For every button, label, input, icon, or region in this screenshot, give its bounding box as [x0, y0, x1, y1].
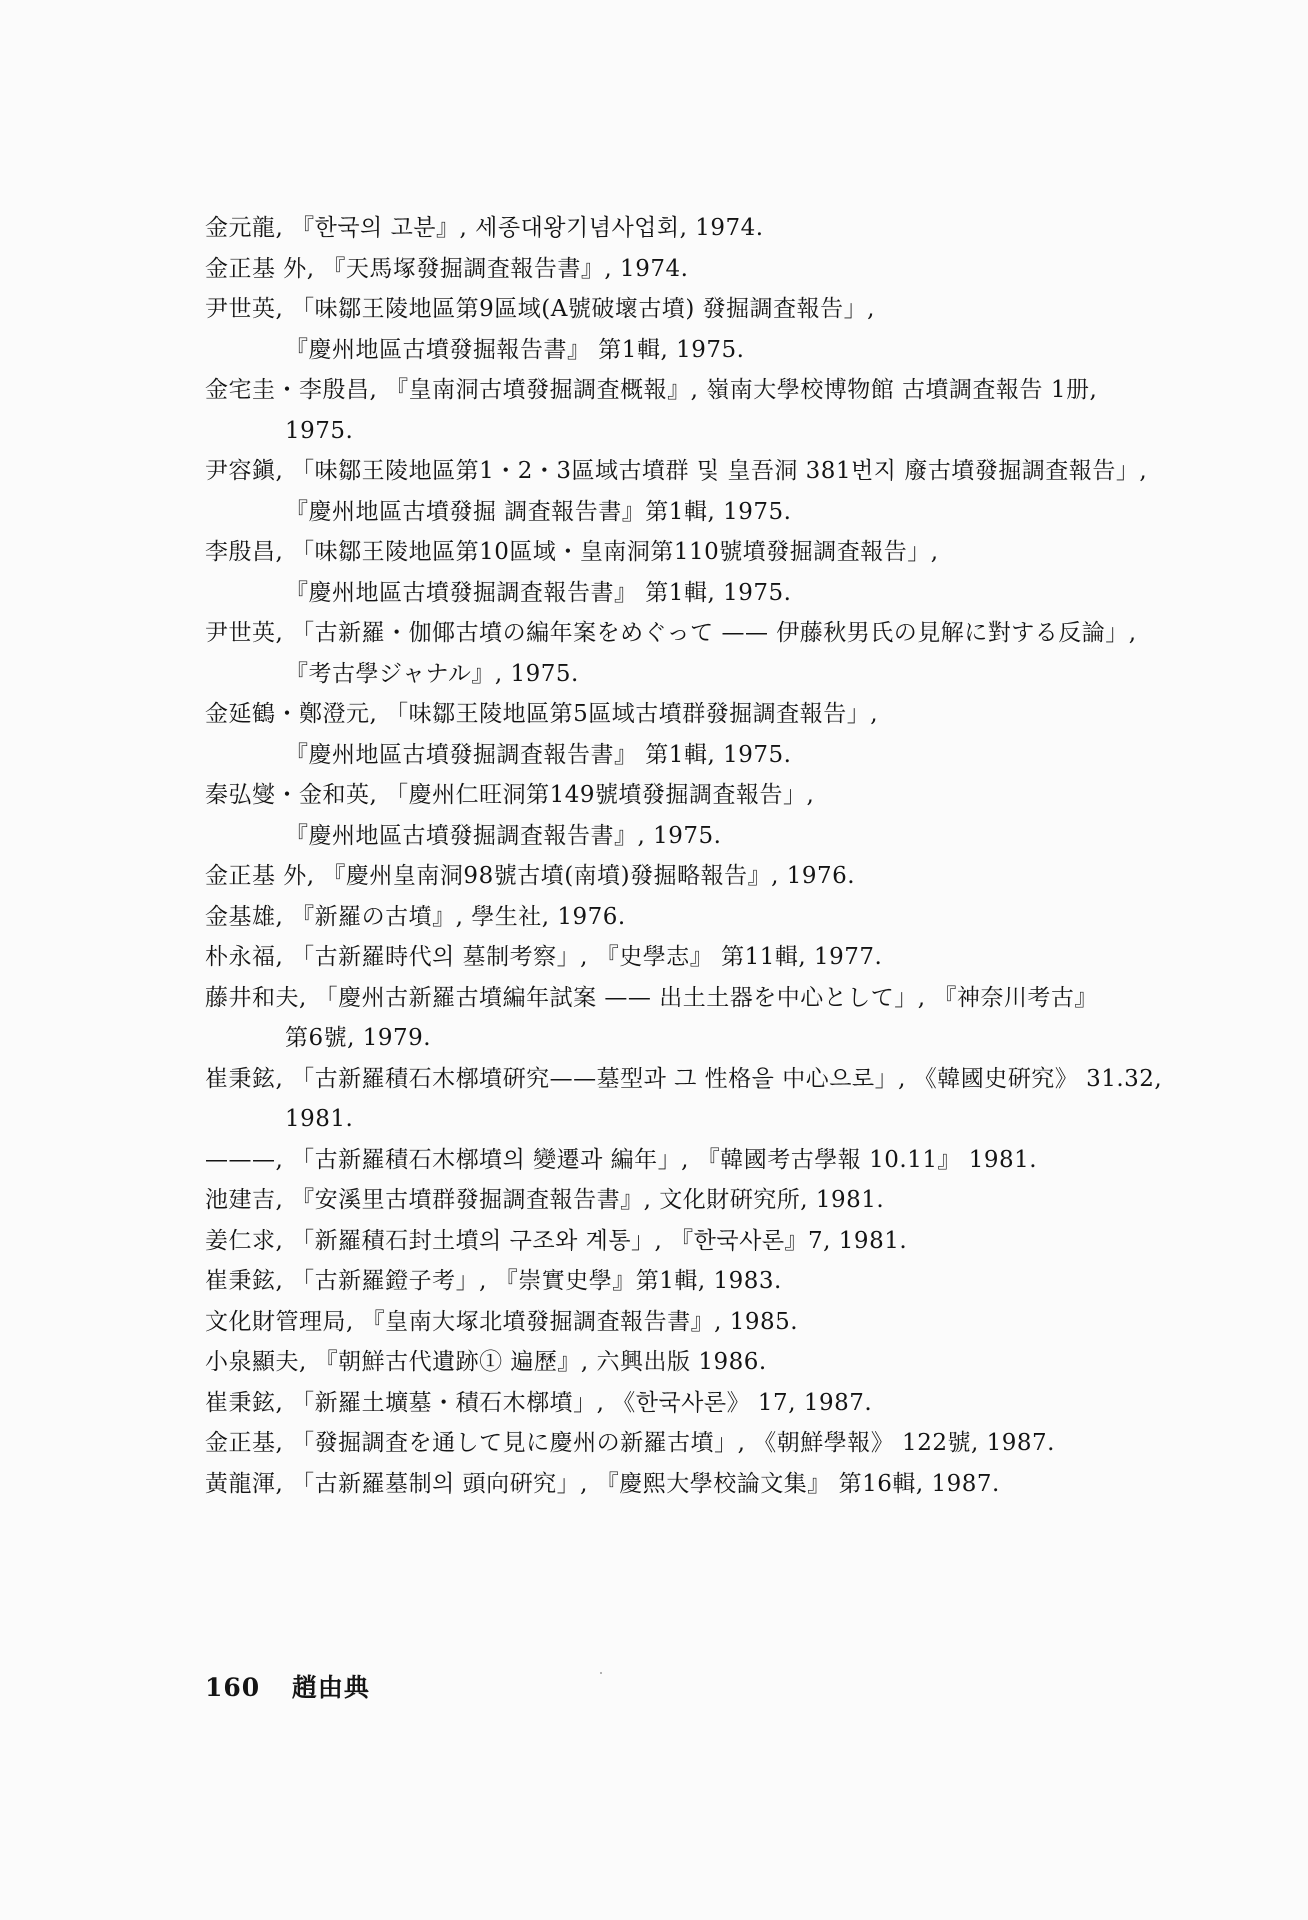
reference-entry: 金正基 外, 『慶州皇南洞98號古墳(南墳)發掘略報告』, 1976. — [205, 863, 856, 889]
reference-entry: 金正基 外, 『天馬塚發掘調査報告書』, 1974. — [205, 255, 689, 282]
reference-entry: 尹容鎭, 「味鄒王陵地區第1・2・3區域古墳群 및 皇吾洞 381번지 廢古墳發掘調査報告」, 『慶州地區古墳發掘 調査報告書』第1輯, 1975. — [205, 458, 1148, 525]
reference-entry: 金基雄, 『新羅の古墳』, 學生社, 1976. — [205, 903, 626, 930]
reference-entry: 尹世英, 「味鄒王陵地區第9區域(A號破壞古墳) 發掘調査報告」, 『慶州地區古墳發掘報告書』 第1輯, 1975. — [205, 296, 875, 363]
page-footer — [205, 1668, 370, 1704]
reference-entry: 崔秉鉉, 「古新羅鐙子考」, 『崇實史學』第1輯, 1983. — [205, 1268, 782, 1294]
reference-entry: 黃龍渾, 「古新羅墓制의 頭向硏究」, 『慶熙大學校論文集』 第16輯, 1987. — [205, 1470, 1000, 1497]
reference-entry: 藤井和夫, 「慶州古新羅古墳編年試案 —— 出土土器を中心として」, 『神奈川考古』 第6號, 1979. — [205, 984, 1098, 1051]
reference-entry: 金宅圭・李殷昌, 『皇南洞古墳發掘調査概報』, 嶺南大學校博物館 古墳調査報告 1册, 1975. — [205, 377, 1098, 444]
reference-entry: 崔秉鉉, 「新羅土壙墓・積石木槨墳」, 《한국사론》 17, 1987. — [205, 1389, 873, 1416]
reference-entry: 崔秉鉉, 「古新羅積石木槨墳硏究——墓型과 그 性格을 中心으로」, 《韓國史硏究》 31.32, 1981. — [205, 1065, 1163, 1132]
reference-entry: 姜仁求, 「新羅積石封土墳의 구조와 계통」, 『한국사론』7, 1981. — [205, 1227, 908, 1254]
scan-speck — [600, 1672, 602, 1674]
reference-entry: 尹世英, 「古新羅・伽倻古墳の編年案をめぐって —— 伊藤秋男氏の見解に對する反論」, 『考古學ジャナル』, 1975. — [205, 620, 1137, 687]
reference-entry: 金延鶴・鄭澄元, 「味鄒王陵地區第5區域古墳群發掘調査報告」, 『慶州地區古墳發掘調査報告書』 第1輯, 1975. — [205, 701, 879, 768]
reference-entry: 金元龍, 『한국의 고분』, 세종대왕기념사업회, 1974. — [205, 215, 764, 241]
reference-entry: 池建吉, 『安溪里古墳群發掘調査報告書』, 文化財硏究所, 1981. — [205, 1187, 885, 1213]
reference-entry: ———, 「古新羅積石木槨墳의 變遷과 編年」, 『韓國考古學報 10.11』 1981. — [205, 1146, 1038, 1173]
page-number: 160 — [205, 1673, 261, 1702]
reference-entry: 李殷昌, 「味鄒王陵地區第10區域・皇南洞第110號墳發掘調査報告」, 『慶州地區古墳發掘調査報告書』 第1輯, 1975. — [205, 539, 939, 606]
reference-entry: 小泉顯夫, 『朝鮮古代遺跡① 遍歷』, 六興出版 1986. — [205, 1349, 767, 1375]
reference-entry: 金正基, 「發掘調査を通して見に慶州の新羅古墳」, 《朝鮮學報》 122號, 1987. — [205, 1430, 1055, 1456]
reference-list — [205, 208, 1165, 1504]
reference-entry: 文化財管理局, 『皇南大塚北墳發掘調査報告書』, 1985. — [205, 1308, 799, 1335]
author-name: 趙由典 — [291, 1673, 370, 1702]
reference-entry: 朴永福, 「古新羅時代의 墓制考察」, 『史學志』 第11輯, 1977. — [205, 944, 883, 970]
reference-entry: 秦弘燮・金和英, 「慶州仁旺洞第149號墳發掘調査報告」, 『慶州地區古墳發掘調査報告書』, 1975. — [205, 782, 815, 849]
